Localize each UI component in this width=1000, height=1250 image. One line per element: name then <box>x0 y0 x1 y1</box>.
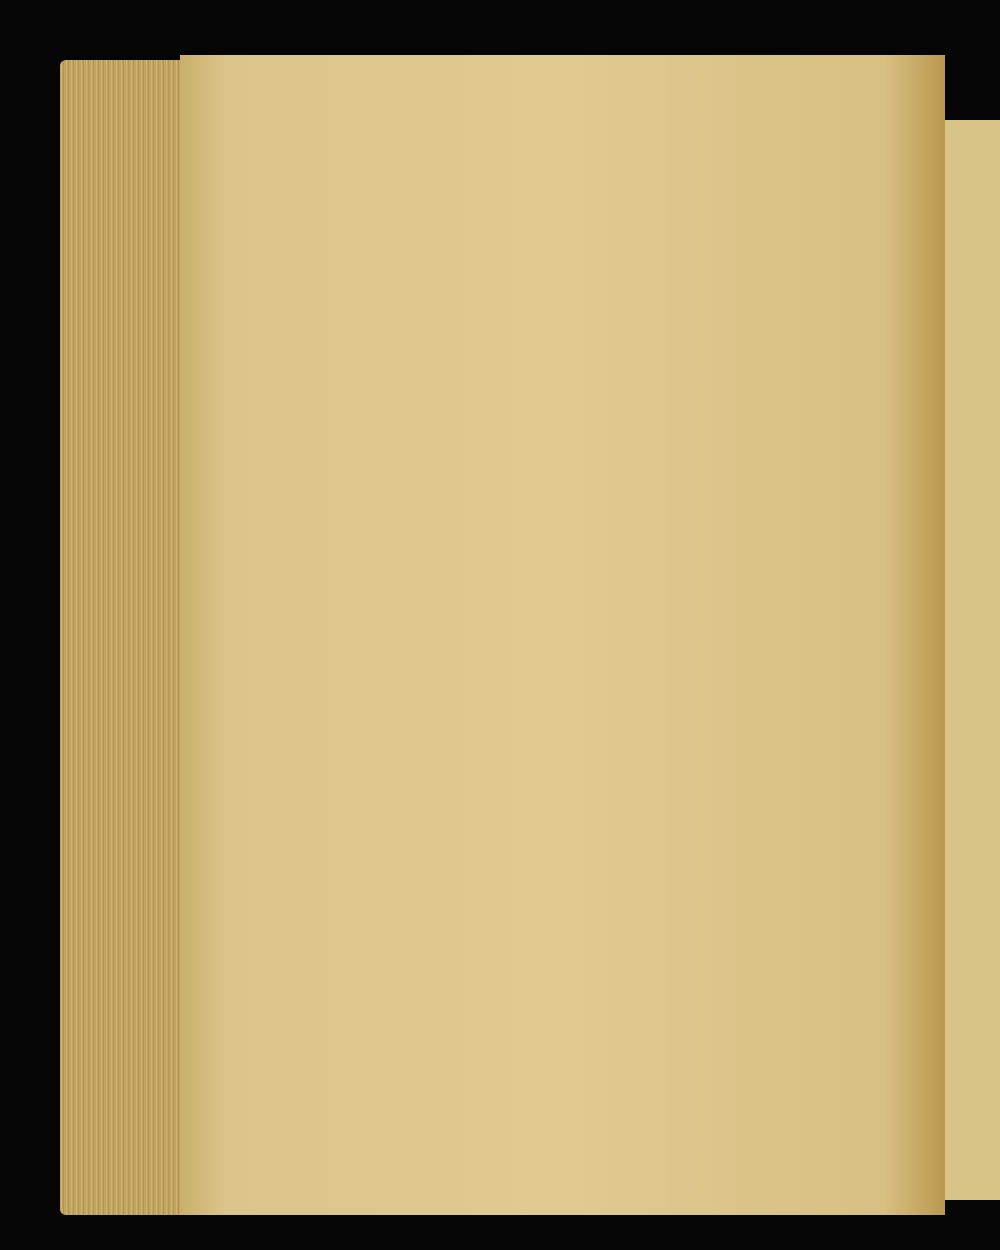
right-page-fragment <box>945 120 1000 1200</box>
book-page <box>180 55 945 1215</box>
bibliography-column <box>250 125 930 145</box>
